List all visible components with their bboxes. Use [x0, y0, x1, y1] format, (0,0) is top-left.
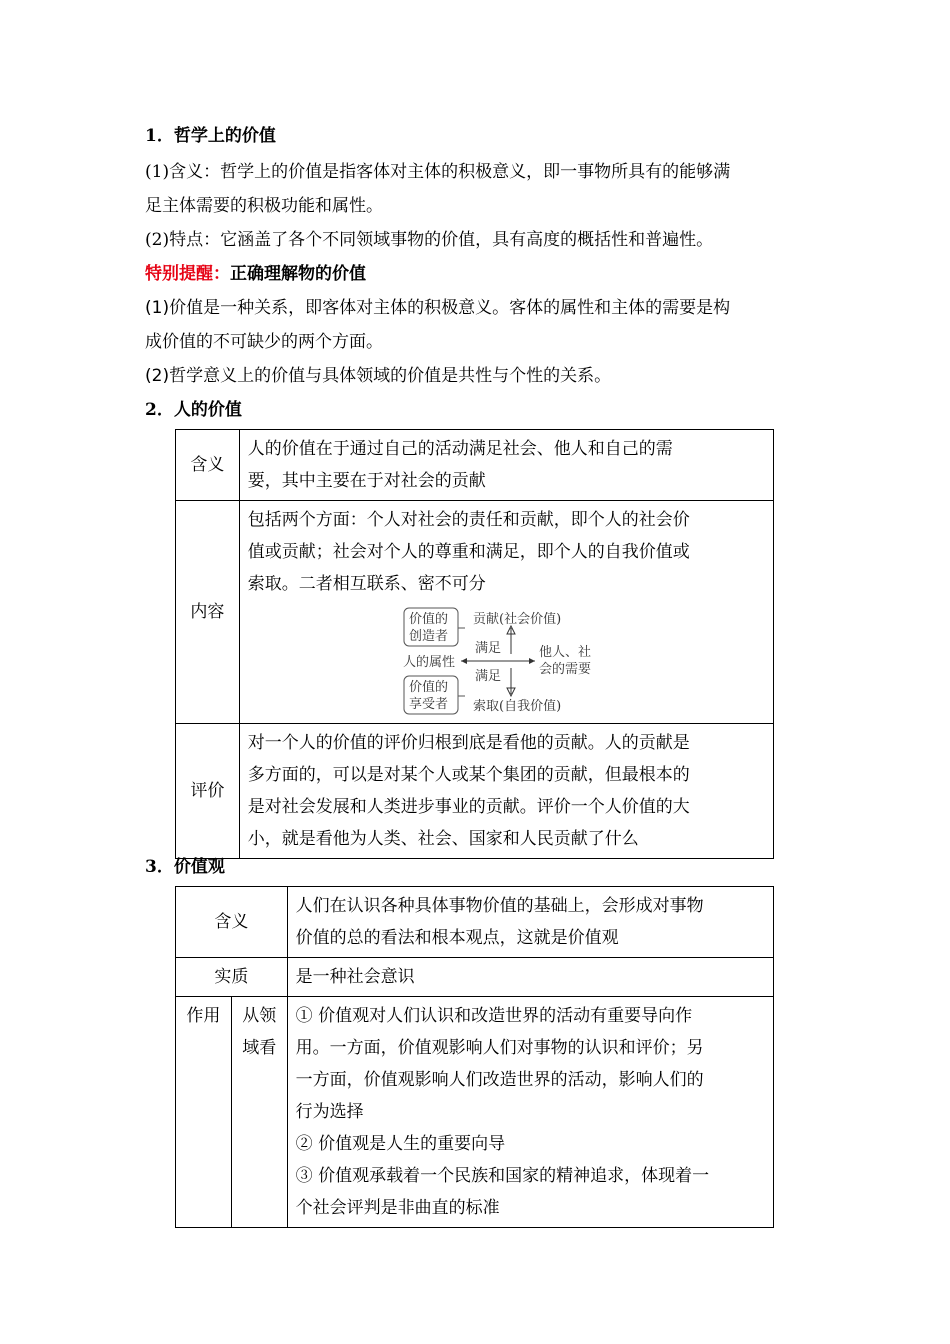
cell-line: 索取。二者相互联系、密不可分 [247, 574, 486, 594]
cell-line: 值或贡献；社会对个人的尊重和满足，即个人的自我价值或 [247, 542, 690, 562]
cell-line: ① 价值观对人们认识和改造世界的活动有重要导向作 [295, 1006, 693, 1026]
cell-line: 包括两个方面：个人对社会的责任和贡献，即个人的社会价 [247, 510, 690, 530]
tip1-line1: (1)价值是一种关系，即客体对主体的积极意义。客体的属性和主体的需要是构 [145, 298, 731, 318]
cell-line: 行为选择 [295, 1102, 364, 1122]
needs-label-line2: 会的需要 [538, 662, 591, 677]
section2-heading: 2．人的价值 [145, 400, 242, 420]
cell-line: 对一个人的价值的评价归根到底是看他的贡献。人的贡献是 [247, 733, 690, 753]
special-tip [145, 262, 815, 286]
table-row [176, 501, 774, 724]
essence-content: 是一种社会意识 [287, 958, 773, 997]
attribute-label: 人的属性 [402, 655, 455, 670]
table-row [176, 887, 774, 958]
meaning-content [287, 887, 773, 958]
row-label-evaluation: 评价 [176, 724, 240, 859]
section1-heading: 1．哲学上的价值 [145, 126, 276, 146]
table-row [176, 430, 774, 501]
row-content-meaning [239, 430, 773, 501]
cell-line: 价值的总的看法和根本观点，这就是价值观 [295, 928, 619, 948]
satisfy-top-label: 满足 [474, 641, 501, 656]
cell-line: 一方面，价值观影响人们改造世界的活动，影响人们的 [295, 1070, 704, 1090]
field-label-line2: 域看 [242, 1038, 277, 1058]
creator-label-line1: 价值的 [408, 612, 448, 627]
creator-label-line2: 创造者 [408, 629, 448, 644]
arrow-head-left-icon [461, 658, 467, 664]
table-row [176, 958, 774, 997]
row-label-content: 内容 [176, 501, 240, 724]
cell-line: 小，就是看他为人类、社会、国家和人民贡献了什么 [247, 829, 639, 849]
contribution-label: 贡献(社会价值) [472, 612, 561, 627]
values-table [175, 886, 774, 1228]
cell-line: 人的价值在于通过自己的活动满足社会、他人和自己的需 [247, 439, 673, 459]
cell-line: 是对社会发展和人类进步事业的贡献。评价一个人价值的大 [247, 797, 690, 817]
satisfy-bottom-label: 满足 [474, 669, 501, 684]
receiver-label-line2: 享受者 [408, 697, 448, 712]
field-label-line1: 从领 [242, 1006, 277, 1026]
field-label [231, 997, 287, 1228]
section1-definition-line2: 足主体需要的积极功能和属性。 [145, 196, 383, 216]
cell-line: 用。一方面，价值观影响人们对事物的认识和评价；另 [295, 1038, 704, 1058]
table-row [176, 724, 774, 859]
arrow-head-right-icon [529, 658, 535, 664]
cell-line: 个社会评判是非曲直的标准 [295, 1198, 500, 1218]
special-tip-label: 特别提醒： [145, 264, 230, 284]
receiver-label-line1: 价值的 [408, 680, 448, 695]
cell-line: 要，其中主要在于对社会的贡献 [247, 471, 486, 491]
row-content-evaluation [239, 724, 773, 859]
human-value-table [175, 429, 774, 859]
needs-label-line1: 他人、社 [538, 645, 591, 660]
cell-line: 人们在认识各种具体事物价值的基础上，会形成对事物 [295, 896, 704, 916]
cell-line: ③ 价值观承载着一个民族和国家的精神追求，体现着一 [295, 1166, 710, 1186]
cell-line: ② 价值观是人生的重要向导 [295, 1134, 506, 1154]
tip1-line2: 成价值的不可缺少的两个方面。 [145, 332, 383, 352]
tip2-line: (2)哲学意义上的价值与具体领域的价值是共性与个性的关系。 [145, 366, 612, 386]
row-content-content [239, 501, 773, 724]
section1-feature-line: (2)特点：它涵盖了各个不同领域事物的价值，具有高度的概括性和普遍性。 [145, 230, 714, 250]
cell-line: 多方面的，可以是对某个人或某个集团的贡献，但最根本的 [247, 765, 690, 785]
row-label-meaning: 含义 [176, 430, 240, 501]
section1-definition-line1: (1)含义：哲学上的价值是指客体对主体的积极意义，即一事物所具有的能够满 [145, 162, 731, 182]
claim-label: 索取(自我价值) [472, 699, 561, 714]
section3-heading: 3．价值观 [145, 857, 225, 877]
role-label: 作用 [176, 997, 232, 1228]
role-content [287, 997, 773, 1228]
essence-label: 实质 [176, 958, 288, 997]
value-relationship-diagram [403, 606, 613, 718]
table-row [176, 997, 774, 1228]
special-tip-title: 正确理解物的价值 [230, 264, 366, 284]
meaning-label: 含义 [176, 887, 288, 958]
